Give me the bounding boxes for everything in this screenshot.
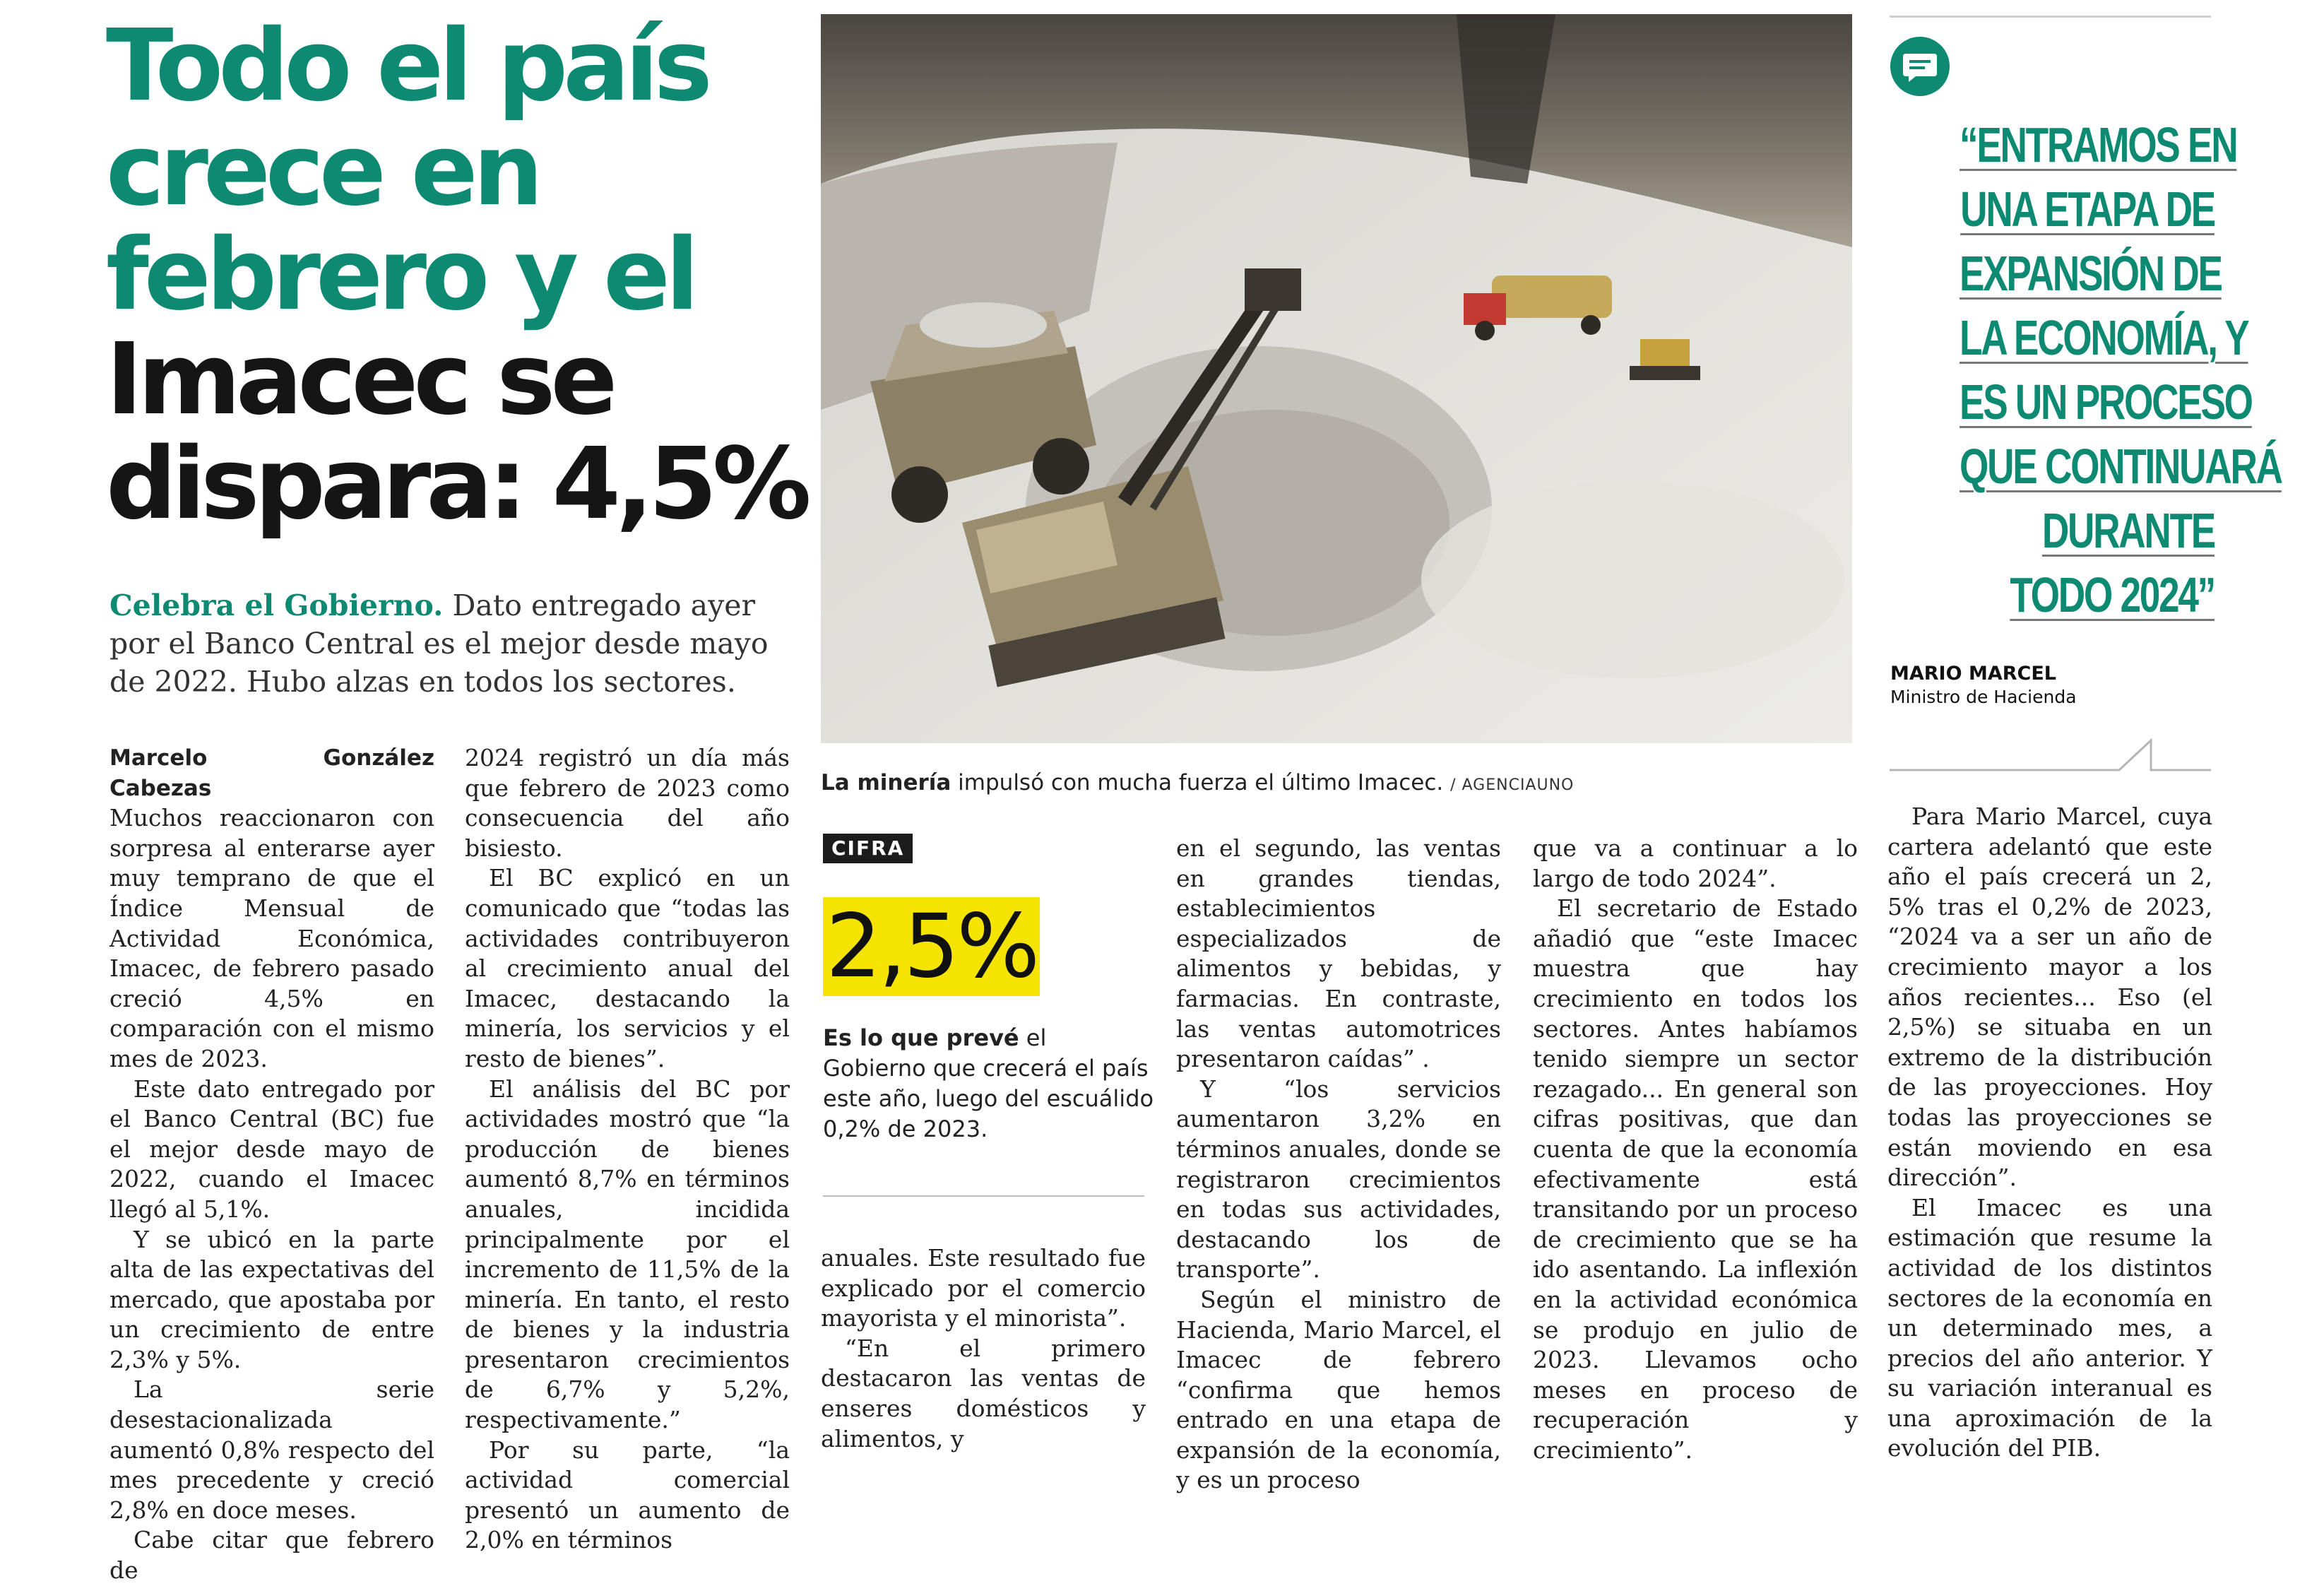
cifra-description: [823, 1023, 1155, 1144]
quote-line: ES UN PROCESO: [1960, 374, 2252, 430]
deck: [109, 586, 802, 701]
caption-bold: La minería: [821, 770, 951, 795]
quote-line: QUE CONTINUARÁ: [1960, 439, 2282, 494]
quote-line: “ENTRAMOS EN: [1960, 117, 2237, 172]
paragraph: en el segundo, las ventas en grandes tiendas, establecimientos especializados de alimentos y bebidas, y farmacias. En contraste, las ventas automotrices presentaron caídas” .: [1176, 834, 1501, 1073]
quote-line: DURANTE: [2041, 503, 2215, 558]
quote-line: TODO 2024”: [2010, 567, 2215, 622]
headline-line: dispara: 4,5%: [106, 427, 807, 542]
paragraph: El Imacec es una estimación que resume la actividad de los distintos sectores de la economía en un determinado mes, a precios del año anterior. Y su variación interanual es una aproximación de la evolución del PIB.: [1887, 1193, 2212, 1462]
caption-text: impulsó con mucha fuerza el último Imacec.: [951, 770, 1444, 795]
body-column-1: [109, 743, 434, 1586]
pull-quote: [1960, 113, 2282, 627]
byline: Marcelo González Cabezas: [109, 745, 434, 801]
body-column-5: [1533, 834, 1858, 1465]
decorative-rule: [1890, 735, 2215, 777]
paragraph: Y “los servicios aumentaron 3,2% en términos anuales, donde se registraron crecimientos en todas sus actividades, destacando los de transporte”.: [1176, 1075, 1501, 1284]
photo-credit: / AGENCIAUNO: [1450, 776, 1575, 794]
paragraph: que va a continuar a lo largo de todo 2024”.: [1533, 834, 1858, 892]
divider: [823, 1195, 1144, 1197]
paragraph: anuales. Este resultado fue explicado por el comercio mayorista y el minorista”.: [821, 1244, 1146, 1332]
deck-lead: Celebra el Gobierno.: [109, 588, 444, 622]
bulldozer: [1630, 339, 1700, 380]
quote-author-role: Ministro de Hacienda: [1890, 687, 2077, 707]
cifra-tag: CIFRA: [823, 834, 913, 863]
body-column-6: [1887, 802, 2212, 1464]
headline-line: Todo el país: [106, 8, 708, 124]
quote-author: MARIO MARCEL: [1890, 663, 2056, 685]
paragraph: La serie desestacionalizada aumentó 0,8% respecto del mes precedente y creció 2,8% en doce meses.: [109, 1375, 434, 1524]
quote-line: LA ECONOMÍA, Y: [1960, 310, 2248, 365]
paragraph: Para Mario Marcel, cuya cartera adelantó que este año el país crecerá un 2, 5% tras el 0,2% de 2023, “2024 va a ser un año de crecimiento mayor a los años recientes... Eso (el 2,5%) se situaba en un extremo de la distribución de las proyecciones. Hoy todas las proyecciones se están moviendo en esa dirección”.: [1887, 803, 2212, 1192]
headline-line: febrero y el: [106, 218, 694, 333]
headline-line: crece en: [106, 113, 539, 228]
paragraph: 2024 registró un día más que febrero de 2023 como consecuencia del año bisiesto.: [465, 744, 790, 862]
headline-line: Imacec se: [106, 322, 613, 437]
speech-bubble-icon: [1890, 37, 1950, 96]
cifra-desc-text: el Gobierno que crecerá el país este año, luego del escuálido 0,2% de 2023.: [823, 1024, 1154, 1142]
cifra-number: 2,5%: [823, 897, 1040, 996]
paragraph: El BC explicó en un comunicado que “todas las actividades contribuyeron al crecimiento anual del Imacec, destacando la minería, los servicios y el resto de bienes”.: [465, 864, 790, 1072]
body-column-4: [1176, 834, 1501, 1496]
paragraph: Este dato entregado por el Banco Central (BC) fue el mejor desde mayo de 2022, cuando el Imacec llegó al 5,1%.: [109, 1075, 434, 1223]
photo-caption: [821, 770, 1852, 795]
paragraph: Por su parte, “la actividad comercial presentó un aumento de 2,0% en términos: [465, 1436, 790, 1554]
quote-line: EXPANSIÓN DE: [1960, 246, 2222, 301]
paragraph: El secretario de Estado añadió que “este Imacec muestra que hay crecimiento en todos los sectores. Antes habíamos tenido siempre un sector rezagado... En general son cifras positivas, que dan cuenta de que la economía efectivamente está transitando por un proceso de crecimiento que se ha ido asentando. La inflexión en la actividad económica se produjo en julio de 2023. Llevamos ocho meses en proceso de recuperación y crecimiento”.: [1533, 894, 1858, 1464]
cifra-desc-bold: Es lo que prevé: [823, 1024, 1019, 1051]
paragraph: Muchos reaccionaron con sorpresa al enterarse ayer muy temprano de que el Índice Mensual de Actividad Económica, Imacec, de febrero pasado creció 4,5% en comparación con el mismo mes de 2023.: [109, 804, 434, 1072]
paragraph: El análisis del BC por actividades mostró que “la producción de bienes aumentó 8,7% en términos anuales, incidida principalmente por el incremento de 11,5% de la minería. En tanto, el resto de bienes y la industria presentaron crecimientos de 6,7% y 5,2%, respectivamente.”: [465, 1075, 790, 1434]
quote-line: UNA ETAPA DE: [1960, 182, 2215, 237]
paragraph: “En el primero destacaron las ventas de enseres domésticos y alimentos, y: [821, 1334, 1146, 1452]
divider: [1890, 16, 2211, 18]
paragraph: Y se ubicó en la parte alta de las expectativas del mercado, que apostaba por un crecimiento de entre 2,3% y 5%.: [109, 1225, 434, 1373]
mining-photo: [821, 14, 1852, 743]
body-column-3: [821, 1243, 1146, 1454]
deck-text: Dato entregado ayer por el Banco Central es el mejor desde mayo de 2022. Hubo alzas en todos los sectores.: [109, 588, 769, 699]
headline: [106, 8, 819, 542]
paragraph: Cabe citar que febrero de: [109, 1526, 434, 1585]
paragraph: Según el ministro de Hacienda, Mario Marcel, el Imacec de febrero “confirma que hemos entrado en una etapa de expansión de la economía, y es un proceso: [1176, 1285, 1501, 1494]
body-column-2: [465, 743, 790, 1556]
